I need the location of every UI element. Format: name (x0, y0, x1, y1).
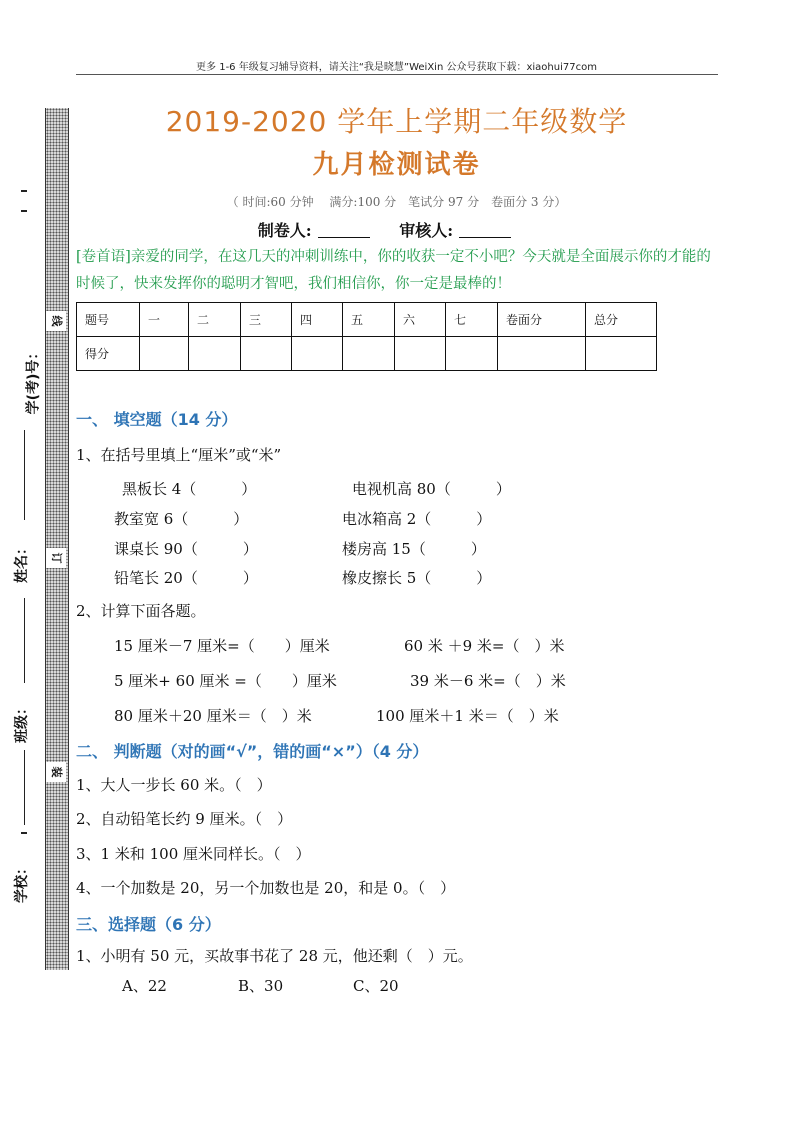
class-label: 班级： (14, 701, 30, 743)
score-header-cell: 四 (292, 303, 343, 337)
section-1-title: 一、 填空题（14 分） (76, 410, 238, 429)
score-cell[interactable] (498, 337, 586, 371)
s1-q1-item: 橡皮擦长 5（ ） (342, 569, 492, 587)
s1-q2-item: 39 米－6 米=（ ）米 (410, 672, 566, 690)
class-line (24, 750, 25, 825)
header-note: 更多 1-6 年级复习辅导资料，请关注“我是晓慧”WeiXin 公众号获取下载：xiaohui77com (196, 62, 597, 73)
score-cell[interactable] (241, 337, 292, 371)
binding-char-order: 订 (46, 548, 66, 568)
s1-q1-item: 课桌长 90（ ） (114, 540, 258, 558)
preface (76, 244, 721, 298)
maker-label: 制卷人: (257, 221, 312, 240)
section-3-title: 三、选择题（6 分） (76, 915, 221, 934)
score-header-cell: 题号 (77, 303, 140, 337)
binding-char-bind: 装 (46, 762, 66, 782)
score-cell[interactable] (189, 337, 241, 371)
student-id-line (24, 430, 25, 520)
score-cell[interactable] (395, 337, 446, 371)
score-header-cell: 三 (241, 303, 292, 337)
score-cell[interactable] (140, 337, 189, 371)
s1-q1-item: 铅笔长 20（ ） (114, 569, 258, 587)
s1-q1-item: 电冰箱高 2（ ） (342, 510, 492, 528)
score-header-cell: 六 (395, 303, 446, 337)
s2-item: 4、一个加数是 20，另一个加数也是 20，和是 0。（ ） (76, 879, 456, 897)
preface-tag: [卷首语] (76, 249, 131, 265)
score-header-cell: 七 (446, 303, 498, 337)
reviewer-label: 审核人: (399, 221, 454, 240)
s3-q1-option: A、22 (122, 977, 167, 995)
s1-q2-item: 15 厘米－7 厘米=（ ）厘米 (114, 637, 330, 655)
s3-q1-text: 1、小明有 50 元，买故事书花了 28 元，他还剩（ ）元。 (76, 947, 473, 965)
score-header-cell: 五 (343, 303, 395, 337)
score-table-score-row (77, 337, 657, 371)
s1-q1-item: 电视机高 80（ ） (352, 480, 511, 498)
side-tick (21, 190, 27, 192)
s1-q1-item: 黑板长 4（ ） (122, 480, 257, 498)
score-cell[interactable] (586, 337, 657, 371)
score-table (76, 302, 657, 371)
score-header-cell: 卷面分 (498, 303, 586, 337)
s3-q1-option: C、20 (353, 977, 399, 995)
side-tick (21, 832, 27, 834)
section-2-title: 二、 判断题（对的画“√”，错的画“×”）（4 分） (76, 742, 429, 761)
score-cell[interactable] (292, 337, 343, 371)
school-label: 学校： (14, 861, 30, 903)
s1-q2-item: 5 厘米+ 60 厘米 =（ ）厘米 (114, 672, 337, 690)
s1-q2-item: 80 厘米＋20 厘米＝（ ）米 (114, 707, 312, 725)
maker-blank[interactable] (318, 223, 370, 238)
s3-q1-option: B、30 (238, 977, 284, 995)
s1-q1-item: 教室宽 6（ ） (114, 510, 249, 528)
reviewer-blank[interactable] (459, 223, 511, 238)
preface-text: 亲爱的同学，在这几天的冲刺训练中，你的收获一定不小吧？今天就是全面展示你的才能的时候了，快来发挥你的聪明才智吧，我们相信你，你一定是最棒的！ (76, 249, 711, 292)
score-row-label: 得分 (77, 337, 140, 371)
s2-item: 2、自动铅笔长约 9 厘米。（ ） (76, 810, 293, 828)
name-line (24, 598, 25, 683)
s1-q1-item: 楼房高 15（ ） (342, 540, 486, 558)
makers-line (0, 218, 793, 241)
s1-q1-text: 1、在括号里填上“厘米”或“米” (76, 446, 282, 464)
exam-subtitle: 九月检测试卷 (312, 150, 481, 180)
name-label: 姓名： (14, 541, 30, 583)
score-cell[interactable] (343, 337, 395, 371)
exam-info: （ 时间:60 分钟 满分:100 分 笔试分 97 分 卷面分 3 分） (226, 195, 567, 209)
header-rule (76, 74, 718, 75)
s1-q2-item: 60 米 ＋9 米=（ ）米 (404, 637, 565, 655)
score-header-cell: 一 (140, 303, 189, 337)
student-id-label: 学(考)号： (25, 345, 42, 415)
s1-q2-item: 100 厘米＋1 米＝（ ）米 (376, 707, 559, 725)
s2-item: 3、1 米和 100 厘米同样长。（ ） (76, 845, 311, 863)
s2-item: 1、大人一步长 60 米。（ ） (76, 776, 272, 794)
exam-title: 2019-2020 学年上学期二年级数学 (165, 105, 628, 138)
s1-q2-text: 2、计算下面各题。 (76, 602, 206, 620)
binding-char-line: 线 (46, 311, 66, 331)
score-cell[interactable] (446, 337, 498, 371)
score-table-header-row (77, 303, 657, 337)
side-tick (21, 210, 27, 212)
score-header-cell: 二 (189, 303, 241, 337)
score-header-cell: 总分 (586, 303, 657, 337)
